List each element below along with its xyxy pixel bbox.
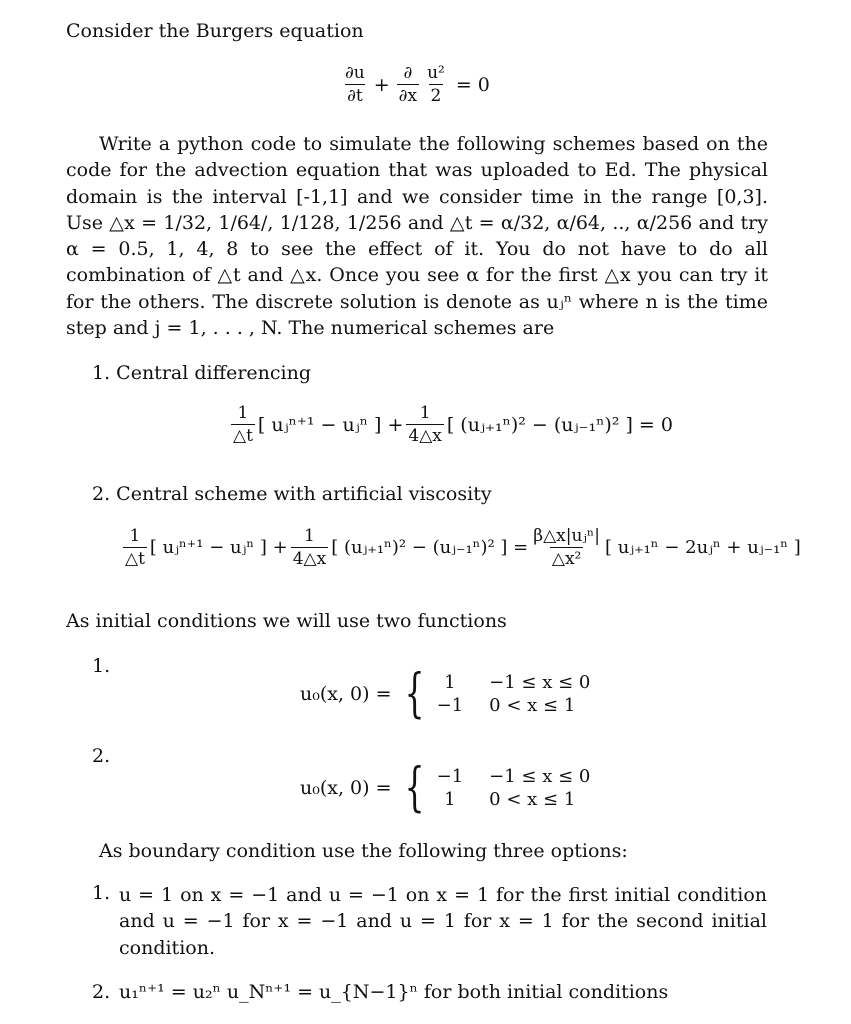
fraction-d-dx: $\frac{\partial}{\partial x}$: [398, 63, 418, 106]
fraction-du-dt: $\frac{\partial u}{\partial t}$: [345, 63, 365, 106]
ic1-equation: u₀(x, 0) = { 1 −1 ≤ x ≤ 0 −1 0 < x ≤ 1: [300, 664, 591, 724]
ic2-equation: u₀(x, 0) = { −1 −1 ≤ x ≤ 0 1 0 < x ≤ 1: [300, 758, 591, 818]
burgers-equation: $\frac{\partial u}{\partial t}$ + $\frac{\partial}{\partial x}$ $\frac{\text{u²}}{2}$ = 0: [345, 63, 490, 106]
brace-icon: {: [404, 758, 425, 818]
scheme1-equation: $\frac{1}{\triangle t}$ [ uⱼⁿ⁺¹ − uⱼⁿ ] + $\frac{1}{4\triangle x}$ [ (uⱼ₊₁ⁿ)² − (uⱼ₋₁ⁿ)² ] = 0: [233, 403, 673, 446]
scheme2-equation: $\frac{1}{\triangle t}$ [ uⱼⁿ⁺¹ − uⱼⁿ ] + $\frac{1}{4\triangle x}$ [ (uⱼ₊₁ⁿ)² − (uⱼ₋₁ⁿ)² ] = $\frac{\text{β△x|uⱼⁿ|}}{\text{△x²}}$ [ uⱼ₊₁ⁿ − 2uⱼⁿ + uⱼ₋₁ⁿ ]: [125, 526, 801, 569]
ic2-number: 2.: [92, 745, 111, 767]
bc2-text: u₁ⁿ⁺¹ = u₂ⁿ u_Nⁿ⁺¹ = u_{N−1}ⁿ for both initial conditions: [119, 981, 669, 1003]
intro-text: Consider the Burgers equation: [66, 20, 364, 42]
bc2-number: 2.: [92, 981, 111, 1003]
bc1-number: 1.: [92, 882, 111, 904]
brace-icon: {: [404, 664, 425, 724]
ic1-number: 1.: [92, 655, 111, 677]
initial-intro: As initial conditions we will use two functions: [66, 610, 507, 632]
scheme1-label: 1. Central differencing: [92, 362, 312, 384]
boundary-intro: As boundary condition use the following three options:: [99, 840, 628, 862]
scheme2-label: 2. Central scheme with artificial viscosity: [92, 483, 492, 505]
task-paragraph: Write a python code to simulate the following schemes based on the code for the advection equation that was uploaded to Ed. The physical domain is the interval [-1,1] and we consider time in the range [0,3]. Use △x = 1/32, 1/64/, 1/128, 1/256 and △t = α/32, α/64, .., α/256 and try α = 0.5, 1, 4, 8 to see the effect of it. You do not have to do all combination of △t and △x. Once you see α for the first △x you can try it for the others. The discrete solution is denote as uⱼⁿ where n is the time step and j = 1, . . . , N. The numerical schemes are: [66, 133, 768, 340]
fraction-u2-2: $\frac{\text{u²}}{2}$: [427, 63, 445, 106]
bc1-text: u = 1 on x = −1 and u = −1 on x = 1 for the first initial condition and u = −1 for x = −1 and u = 1 for x = 1 for the second initial condition.: [119, 884, 767, 959]
